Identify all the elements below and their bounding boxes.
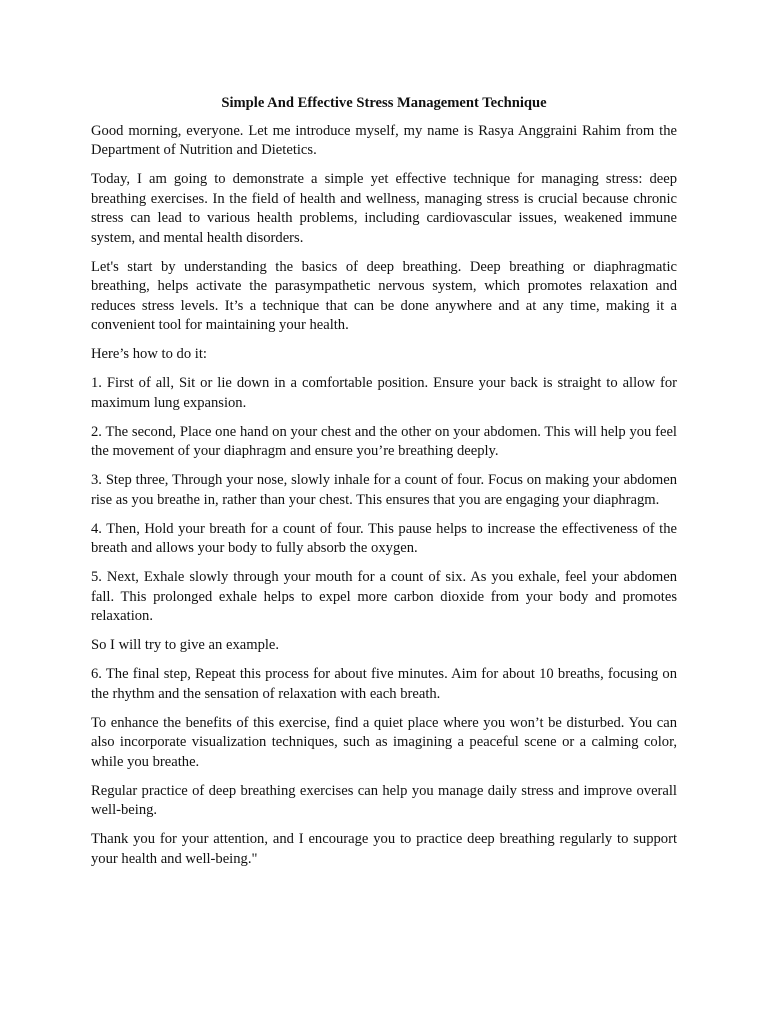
paragraph-example: So I will try to give an example.	[91, 637, 280, 653]
paragraph-introduction: Good morning, everyone. Let me introduce myself, my name is Rasya Anggraini Rahim from the Department of Nutrition and Dietetics.	[91, 122, 677, 158]
paragraph-step-3: 3. Step three, Through your nose, slowly inhale for a count of four. Focus on making your abdomen rise as you breathe in, rather than your chest. This ensures that you are engaging your diaphragm.	[91, 472, 677, 508]
paragraph-step-4: 4. Then, Hold your breath for a count of four. This pause helps to increase the effectiveness of the breath and allows your body to fully absorb the oxygen.	[91, 520, 677, 556]
paragraph-topic: Today, I am going to demonstrate a simple yet effective technique for managing stress: deep breathing exercises. In the field of health and wellness, managing stress is crucial because chronic stress can lead to various health problems, including cardiovascular issues, weakened immune system, and mental health disorders.	[91, 171, 677, 246]
paragraph-enhance: To enhance the benefits of this exercise, find a quiet place where you won’t be disturbed. You can also incorporate visualization techniques, such as imagining a peaceful scene or a calming color, while you breathe.	[91, 714, 677, 770]
paragraph-basics: Let's start by understanding the basics of deep breathing. Deep breathing or diaphragmatic breathing, helps activate the parasympathetic nervous system, which promotes relaxation and reduces stress levels. It’s a technique that can be done anywhere and at any time, making it a convenient tool for maintaining your health.	[91, 258, 677, 333]
paragraph-how-to: Here’s how to do it:	[91, 346, 207, 362]
paragraph-step-5: 5. Next, Exhale slowly through your mouth for a count of six. As you exhale, feel your abdomen fall. This prolonged exhale helps to expel more carbon dioxide from your body and promotes relaxation.	[91, 569, 677, 624]
paragraph-step-6: 6. The final step, Repeat this process for about five minutes. Aim for about 10 breaths, focusing on the rhythm and the sensation of relaxation with each breath.	[91, 666, 677, 702]
paragraph-closing: Thank you for your attention, and I encourage you to practice deep breathing regularly to support your health and well-being."	[91, 831, 677, 867]
paragraph-step-1: 1. First of all, Sit or lie down in a comfortable position. Ensure your back is straight to allow for maximum lung expansion.	[91, 375, 677, 411]
document-title: Simple And Effective Stress Management Technique	[221, 95, 547, 111]
paragraph-step-2: 2. The second, Place one hand on your chest and the other on your abdomen. This will help you feel the movement of your diaphragm and ensure you’re breathing deeply.	[91, 423, 677, 459]
paragraph-regular-practice: Regular practice of deep breathing exercises can help you manage daily stress and improve overall well-being.	[91, 782, 677, 818]
